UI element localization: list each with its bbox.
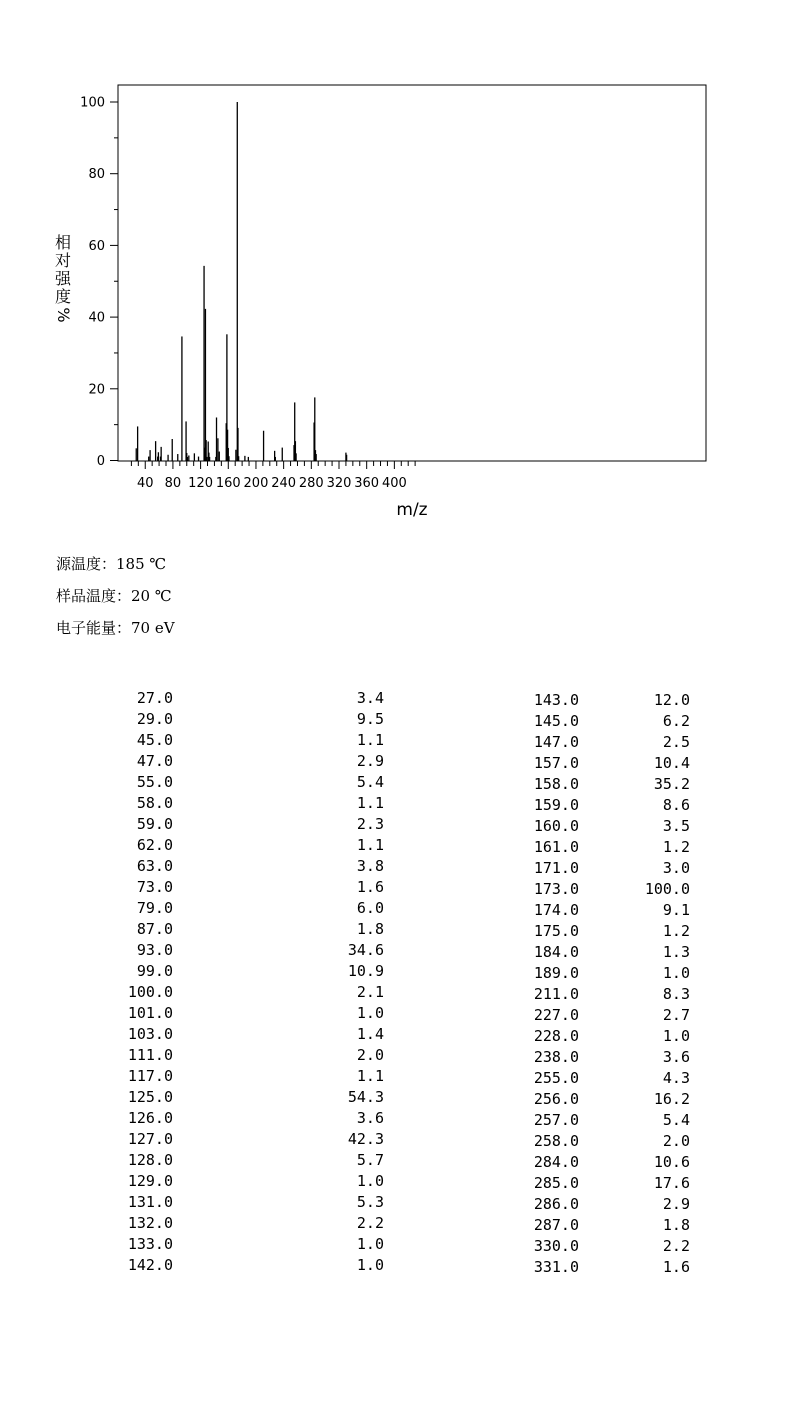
peak-intensity: 1.1: [356, 794, 384, 812]
peak-intensity: 2.2: [662, 1237, 690, 1255]
peak-intensity: 2.5: [662, 733, 690, 751]
peak-intensity: 16.2: [653, 1090, 690, 1108]
peak-intensity: 54.3: [347, 1088, 384, 1106]
y-axis-unit: %: [54, 307, 73, 323]
peak-mz: 79.0: [136, 899, 173, 917]
peak-intensity: 3.8: [356, 857, 384, 875]
source-temperature: 源温度：185 ℃: [56, 555, 167, 573]
x-tick-label: 240: [271, 476, 297, 491]
peak-mz: 257.0: [533, 1111, 579, 1129]
peak-mz: 125.0: [127, 1088, 173, 1106]
peak-intensity: 2.2: [356, 1214, 384, 1232]
peak-mz: 117.0: [127, 1067, 173, 1085]
peak-mz: 285.0: [533, 1174, 579, 1192]
y-axis-label-char: 度: [54, 287, 71, 306]
peak-intensity: 1.3: [662, 943, 690, 961]
peak-intensity: 17.6: [653, 1174, 690, 1192]
peak-intensity: 100.0: [644, 880, 690, 898]
x-tick-label: 320: [326, 476, 352, 491]
peak-intensity: 1.2: [662, 922, 690, 940]
peak-intensity: 1.6: [356, 878, 384, 896]
peak-intensity: 3.6: [662, 1048, 690, 1066]
acquisition-parameters: [56, 548, 175, 644]
peak-intensity: 1.8: [662, 1216, 690, 1234]
peak-intensity: 1.0: [662, 1027, 690, 1045]
peak-intensity: 9.1: [662, 901, 690, 919]
peak-mz: 173.0: [533, 880, 579, 898]
peak-mz: 159.0: [533, 796, 579, 814]
peak-intensity: 42.3: [347, 1130, 384, 1148]
peak-intensity: 5.4: [662, 1111, 690, 1129]
peak-mz: 62.0: [136, 836, 173, 854]
peak-intensity: 2.0: [356, 1046, 384, 1064]
peak-mz: 331.0: [533, 1258, 579, 1276]
peak-intensity: 1.0: [356, 1235, 384, 1253]
peak-mz: 145.0: [533, 712, 579, 730]
y-tick-label: 80: [88, 167, 105, 183]
peak-mz: 286.0: [533, 1195, 579, 1213]
peak-mz: 157.0: [533, 754, 579, 772]
peak-mz: 174.0: [533, 901, 579, 919]
peak-mz: 126.0: [127, 1109, 173, 1127]
x-tick-label: 360: [354, 476, 380, 491]
peak-intensity: 10.9: [347, 962, 384, 980]
x-tick-label: 160: [215, 476, 241, 491]
peak-intensity: 2.9: [356, 752, 384, 770]
peak-mz: 129.0: [127, 1172, 173, 1190]
peak-intensity: 8.6: [662, 796, 690, 814]
peak-intensity: 1.0: [356, 1256, 384, 1274]
peak-mz: 330.0: [533, 1237, 579, 1255]
x-tick-label: 280: [298, 476, 324, 491]
peak-intensity: 2.3: [356, 815, 384, 833]
peak-mz: 287.0: [533, 1216, 579, 1234]
peak-mz: 184.0: [533, 943, 579, 961]
peak-intensity: 1.8: [356, 920, 384, 938]
peak-intensity: 1.1: [356, 1067, 384, 1085]
peak-mz: 128.0: [127, 1151, 173, 1169]
peak-mz: 133.0: [127, 1235, 173, 1253]
peak-intensity: 5.3: [356, 1193, 384, 1211]
peak-intensity: 5.7: [356, 1151, 384, 1169]
electron-energy: 电子能量：70 eV: [56, 619, 175, 637]
peak-mz: 227.0: [533, 1006, 579, 1024]
peak-mz: 131.0: [127, 1193, 173, 1211]
peak-mz: 284.0: [533, 1153, 579, 1171]
x-tick-label: 200: [243, 476, 269, 491]
peak-mz: 27.0: [136, 689, 173, 707]
peak-mz: 111.0: [127, 1046, 173, 1064]
peak-intensity: 1.0: [356, 1004, 384, 1022]
peak-mz: 161.0: [533, 838, 579, 856]
y-tick-label: 20: [88, 382, 105, 398]
peak-mz: 256.0: [533, 1090, 579, 1108]
peak-mz: 171.0: [533, 859, 579, 877]
peak-mz: 175.0: [533, 922, 579, 940]
peak-mz: 132.0: [127, 1214, 173, 1232]
peak-mz: 160.0: [533, 817, 579, 835]
peak-mz: 63.0: [136, 857, 173, 875]
peak-intensity: 1.0: [356, 1172, 384, 1190]
peak-intensity: 1.6: [662, 1258, 690, 1276]
peak-mz: 142.0: [127, 1256, 173, 1274]
peak-mz: 59.0: [136, 815, 173, 833]
peak-mz: 55.0: [136, 773, 173, 791]
peak-mz: 189.0: [533, 964, 579, 982]
peak-intensity: 3.0: [662, 859, 690, 877]
peak-mz: 87.0: [136, 920, 173, 938]
peak-mz: 47.0: [136, 752, 173, 770]
y-tick-label: 60: [88, 238, 105, 254]
y-tick-label: 0: [96, 454, 105, 469]
peak-intensity: 1.0: [662, 964, 690, 982]
y-tick-label: 100: [80, 95, 105, 111]
peak-intensity: 4.3: [662, 1069, 690, 1087]
peak-intensity: 3.6: [356, 1109, 384, 1127]
peak-mz: 147.0: [533, 733, 579, 751]
peak-mz: 258.0: [533, 1132, 579, 1150]
peak-mz: 127.0: [127, 1130, 173, 1148]
peak-intensity: 34.6: [347, 941, 384, 959]
peak-mz: 228.0: [533, 1027, 579, 1045]
peak-mz: 143.0: [533, 691, 579, 709]
peak-intensity: 35.2: [653, 775, 690, 793]
peak-intensity: 10.4: [653, 754, 690, 772]
spectrum-peaks: [136, 102, 346, 461]
peak-mz: 73.0: [136, 878, 173, 896]
x-tick-label: 40: [136, 476, 154, 491]
peak-intensity: 2.1: [356, 983, 384, 1001]
peak-intensity: 1.1: [356, 836, 384, 854]
y-axis: [80, 96, 118, 470]
peak-mz: 100.0: [127, 983, 173, 1001]
x-axis-label: m/z: [396, 500, 428, 520]
mass-spectrum-chart: [0, 0, 794, 530]
plot-frame: [118, 85, 706, 461]
peak-intensity: 3.4: [356, 689, 384, 707]
peak-intensity: 1.4: [356, 1025, 384, 1043]
peak-intensity: 8.3: [662, 985, 690, 1003]
peak-mz: 238.0: [533, 1048, 579, 1066]
peak-mz: 45.0: [136, 731, 173, 749]
x-tick-label: 80: [164, 476, 182, 491]
peak-intensity: 3.5: [662, 817, 690, 835]
peak-mz: 93.0: [136, 941, 173, 959]
peak-intensity: 6.2: [662, 712, 690, 730]
peak-intensity: 2.9: [662, 1195, 690, 1213]
peak-intensity: 2.0: [662, 1132, 690, 1150]
peak-intensity: 5.4: [356, 773, 384, 791]
peak-mz: 99.0: [136, 962, 173, 980]
y-axis-label: [54, 234, 72, 324]
y-axis-label-char: 相: [54, 233, 71, 252]
y-axis-label-char: 对: [54, 251, 71, 270]
peak-intensity: 6.0: [356, 899, 384, 917]
peak-intensity: 12.0: [653, 691, 690, 709]
peak-mz: 103.0: [127, 1025, 173, 1043]
x-tick-label: 400: [381, 476, 407, 491]
peak-intensity: 9.5: [356, 710, 384, 728]
sample-temperature: 样品温度：20 ℃: [56, 587, 172, 605]
x-axis: [131, 461, 415, 491]
peak-mz: 158.0: [533, 775, 579, 793]
x-tick-label: 120: [188, 476, 214, 491]
y-tick-label: 40: [88, 310, 105, 326]
y-axis-label-char: 强: [54, 269, 71, 288]
peak-intensity: 10.6: [653, 1153, 690, 1171]
peak-mz: 101.0: [127, 1004, 173, 1022]
peak-mz: 255.0: [533, 1069, 579, 1087]
peak-mz: 58.0: [136, 794, 173, 812]
peak-mz: 29.0: [136, 710, 173, 728]
peak-intensity: 1.1: [356, 731, 384, 749]
peak-intensity: 2.7: [662, 1006, 690, 1024]
peak-mz: 211.0: [533, 985, 579, 1003]
peak-intensity: 1.2: [662, 838, 690, 856]
